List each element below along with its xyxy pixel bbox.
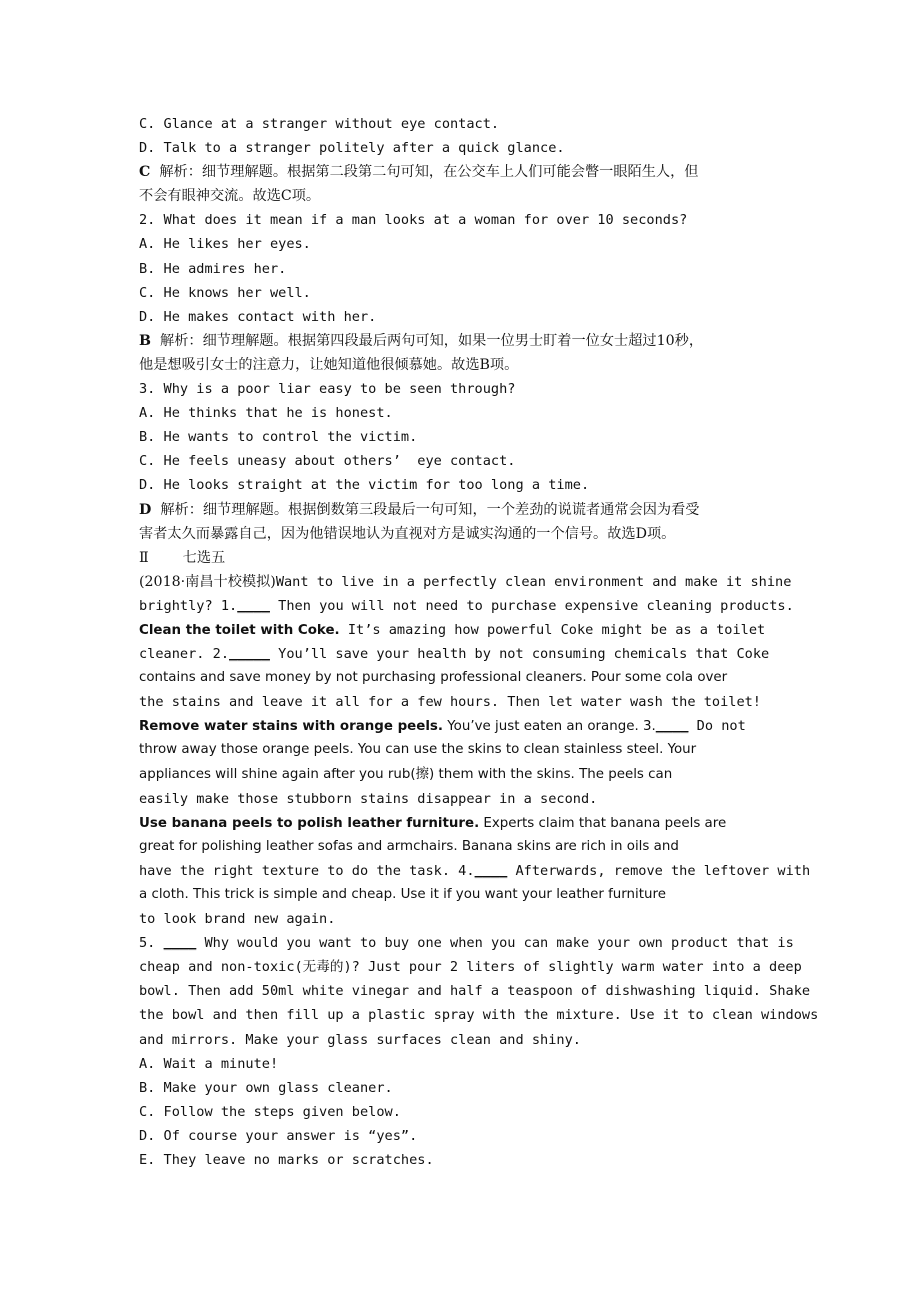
passage-line-19: the bowl and then fill up a plastic spray with the mixture. Use it to clean windows [139,1007,819,1024]
q1-analysis-line2: 不会有眼神交流。故选C项。 [139,188,321,205]
subheading-banana: Use banana peels to polish leather furniture. [139,815,480,831]
q1-answer: C [139,164,151,181]
passage-line-17: cheap and non-toxic(无毒的)? Just pour 2 liters of slightly warm water into a deep [139,959,802,976]
blank-2: _____ [229,646,270,663]
blank-1: ____ [237,597,270,614]
option-d: D. Of course your answer is “yes”. [139,1127,418,1144]
q1-analysis-text: 解析：细节理解题。根据第二段第二句可知，在公交车上人们可能会瞥一眼陌生人，但 [150,164,699,181]
passage-source: (2018·南昌十校模拟) [139,573,276,590]
q2-option-a: A. He likes her eyes. [139,236,311,253]
q2-option-b: B. He admires her. [139,260,287,277]
q3-analysis-line1 [139,498,819,522]
q2-analysis-line2: 他是想吸引女士的注意力，让她知道他很倾慕她。故选B项。 [139,356,519,373]
q3-option-b: B. He wants to control the victim. [139,429,418,446]
passage-line-20: and mirrors. Make your glass surfaces clean and shiny. [139,1031,581,1048]
option-b: B. Make your own glass cleaner. [139,1079,393,1096]
blank-3: ____ [655,718,689,735]
passage-line-1 [139,570,819,594]
passage-line-18: bowl. Then add 50ml white vinegar and half a teaspoon of dishwashing liquid. Shake [139,983,811,1000]
passage-text: Do not [688,718,746,735]
passage-line-9: appliances will shine again after you rub(擦) them with the skins. The peels can [139,766,673,782]
passage-text: Want to live in a perfectly clean environment and make it shine [275,573,792,590]
q3-question: 3. Why is a poor liar easy to be seen through? [139,381,516,398]
q3-option-a: A. He thinks that he is honest. [139,405,393,422]
q3-analysis-text: 解析：细节理解题。根据倒数第三段最后一句可知，一个差劲的说谎者通常会因为看受 [151,501,700,518]
passage-line-5: contains and save money by not purchasing professional cleaners. Pour some cola over [139,670,728,686]
passage-text: Why would you want to buy one when you can make your own product that is [196,935,794,952]
passage-line-11 [139,811,819,835]
q1-option-d: D. Talk to a stranger politely after a quick glance. [139,140,565,157]
q2-option-c: C. He knows her well. [139,284,311,301]
passage-text: Afterwards, remove the leftover with [507,862,811,879]
q3-answer: D [139,501,152,518]
passage-line-15: to look brand new again. [139,911,336,928]
passage-line-3 [139,618,819,642]
passage-line-14: a cloth. This trick is simple and cheap. Use it if you want your leather furniture [139,887,666,902]
option-e: E. They leave no marks or scratches. [139,1152,434,1169]
passage-text: Experts claim that banana peels are [479,815,727,831]
passage-line-12: great for polishing leather sofas and armchairs. Banana skins are rich in oils and [139,838,679,854]
option-c: C. Follow the steps given below. [139,1103,401,1120]
q1-analysis-line1 [139,160,819,184]
passage-line-2 [139,594,819,618]
passage-text: 5. [139,935,164,952]
document-page [139,112,819,1172]
passage-line-10: easily make those stubborn stains disappear in a second. [139,790,598,807]
subheading-orange: Remove water stains with orange peels. [139,719,443,735]
q1-option-c: C. Glance at a stranger without eye contact. [139,116,500,132]
q3-analysis-line2: 害者太久而暴露自己，因为他错误地认为直视对方是诚实沟通的一个信号。故选D项。 [139,525,676,542]
passage-line-4 [139,642,819,666]
passage-text: brightly? 1. [139,597,238,614]
passage-text: cleaner. 2. [139,646,230,663]
passage-text: You’ve just eaten an orange. 3. [443,719,656,735]
q2-question: 2. What does it mean if a man looks at a woman for over 10 seconds? [139,212,688,229]
q2-analysis-line1 [139,329,819,353]
passage-line-8: throw away those orange peels. You can use the skins to clean stainless steel. Your [139,742,697,758]
q2-option-d: D. He makes contact with her. [139,308,377,325]
option-a: A. Wait a minute! [139,1055,279,1072]
passage-line-13 [139,859,819,883]
q3-option-c: C. He feels uneasy about others’ eye contact. [139,453,516,470]
passage-text: You’ll save your health by not consuming chemicals that Coke [269,646,770,663]
blank-5: ____ [163,935,197,952]
passage-line-7 [139,714,819,738]
passage-text: It’s amazing how powerful Coke might be as a toilet [339,621,766,638]
section-numeral: Ⅱ [139,549,149,566]
blank-4: ____ [474,862,508,879]
subheading-coke: Clean the toilet with Coke. [139,622,340,638]
section-title: 七选五 [182,549,226,566]
passage-text: have the right texture to do the task. 4. [139,862,475,879]
q3-option-d: D. He looks straight at the victim for too long a time. [139,477,590,494]
section-heading [139,546,819,570]
q2-analysis-text: 解析：细节理解题。根据第四段最后两句可知，如果一位男士盯着一位女士超过10秒， [151,332,704,349]
q2-answer: B [139,332,151,349]
passage-text: Then you will not need to purchase expensive cleaning products. [269,597,794,614]
passage-line-6: the stains and leave it all for a few hours. Then let water wash the toilet! [139,694,761,711]
passage-line-16 [139,931,819,955]
